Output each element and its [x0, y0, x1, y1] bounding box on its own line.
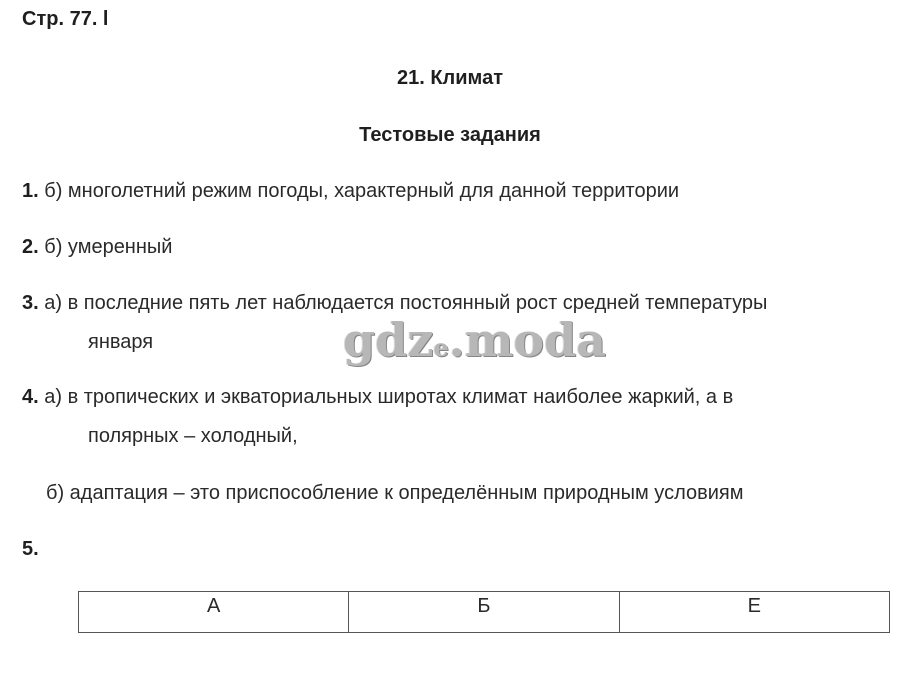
answer-3 [22, 292, 767, 315]
answer-3-continuation: января [88, 331, 154, 353]
table-cell: А [79, 592, 349, 633]
section-subtitle: Тестовые задания [359, 124, 541, 146]
answer-number: 1. [22, 180, 39, 202]
answer-number: 2. [22, 236, 39, 258]
section-title: 21. Климат [396, 67, 503, 89]
table-cell: Е [619, 592, 889, 633]
page-reference: Стр. 77. l [22, 8, 109, 30]
answer-number: 3. [22, 292, 39, 314]
table-row [79, 592, 890, 633]
answer-1 [22, 180, 679, 203]
answer-5 [22, 538, 39, 561]
answer-text: а) в последние пять лет наблюдается постоянный рост средней температуры [38, 292, 768, 314]
answer-4-continuation: полярных – холодный, [88, 425, 298, 447]
answer-2 [22, 236, 172, 259]
answer-4 [22, 386, 733, 409]
answer-text: б) умеренный [38, 236, 173, 258]
answer-number: 5. [22, 538, 39, 560]
answer-number: 4. [22, 386, 39, 408]
answer-text: б) многолетний режим погоды, характерный для данной территории [38, 180, 680, 202]
answer-4-part-b: б) адаптация – это приспособление к определённым природным условиям [46, 482, 744, 504]
watermark: gdze.moda [343, 313, 607, 367]
answer-table [78, 591, 890, 633]
answer-text: а) в тропических и экваториальных широтах климат наиболее жаркий, а в [38, 386, 734, 408]
table-cell: Б [349, 592, 619, 633]
